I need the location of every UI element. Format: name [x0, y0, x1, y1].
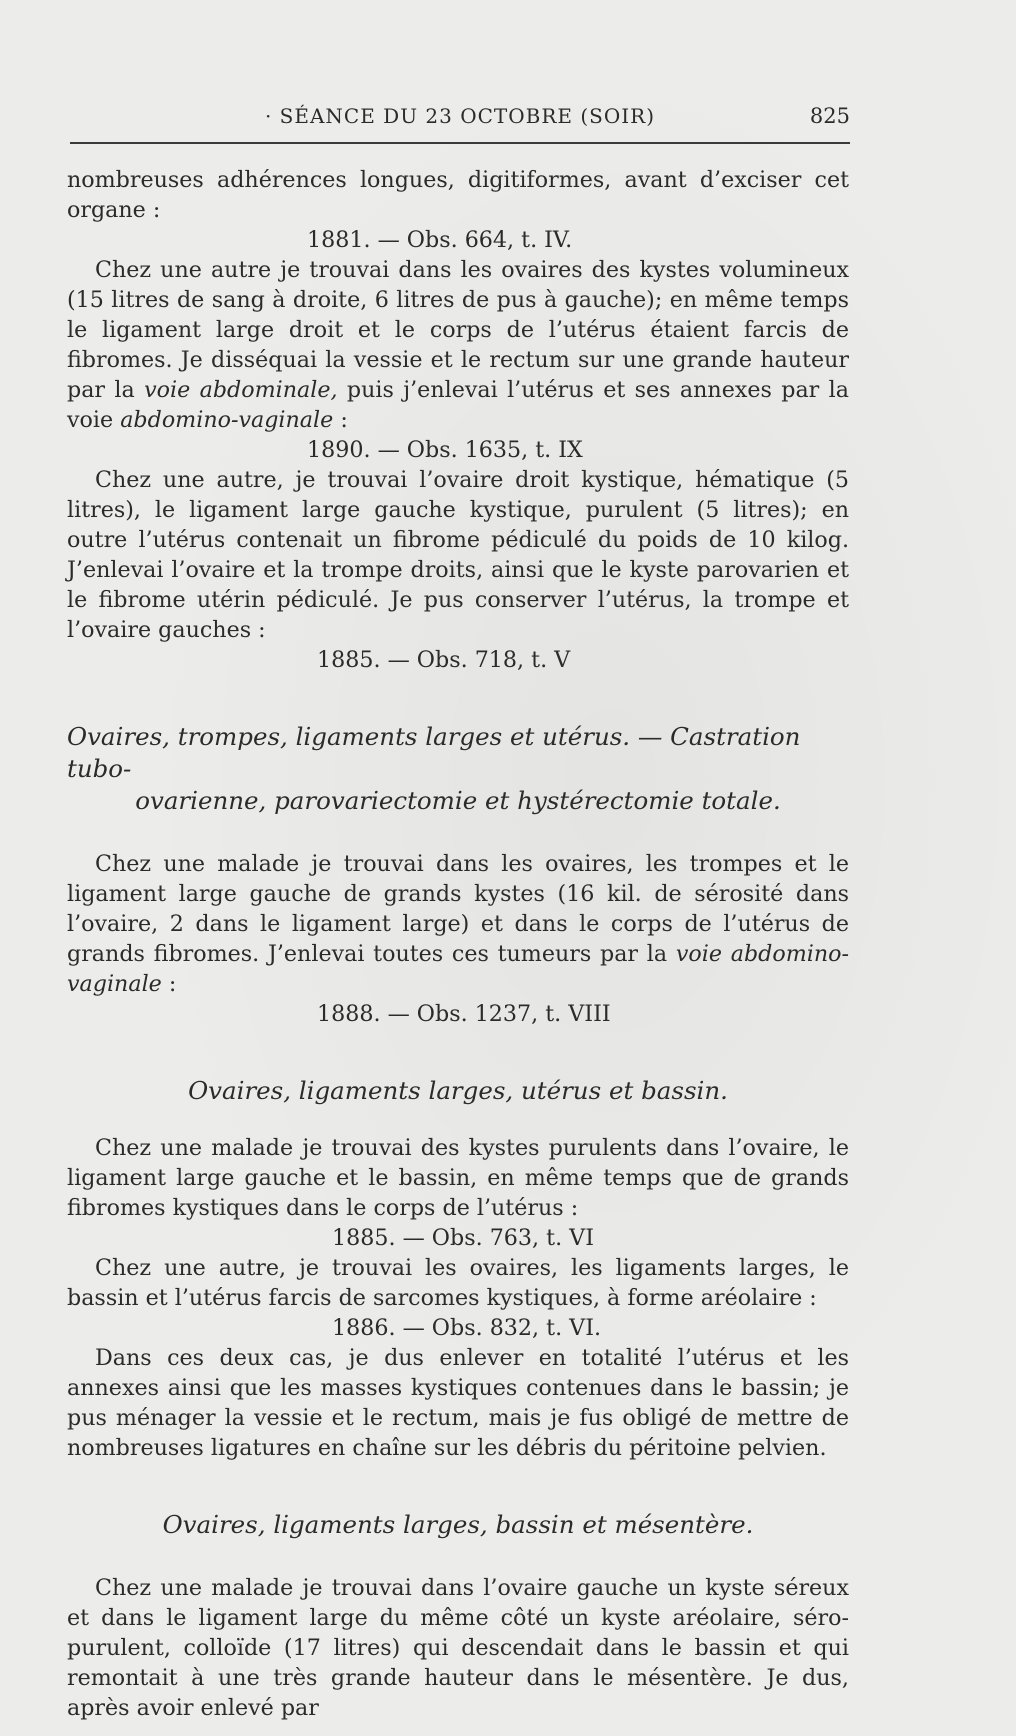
paragraph-7: Dans ces deux cas, je dus enlever en totalité l’utérus et les annexes ainsi que les masses kystiques contenues dans le bassin; je pus ménager la vessie et le rectum, mais je fus obligé de mettre de nombreuses ligatures en chaîne sur les débris du péritoine pelvien. [67, 1345, 849, 1461]
running-head: · SÉANCE DU 23 OCTOBRE (SOIR) [264, 104, 656, 128]
paragraph-4: Chez une malade je trouvai dans les ovaires, les trompes et le ligament large gauche de grands kystes (16 kil. de sérosité dans l’ovaire, 2 dans le ligament large) et dans le corps de l’utérus de grands fibromes. J’enlevai toutes ces tumeurs par la voie abdomino-vaginale : [67, 851, 849, 997]
observation-ref-4: 1888. — Obs. 1237, t. VIII [317, 1001, 611, 1027]
observation-ref-3: 1885. — Obs. 718, t. V [317, 647, 571, 673]
paragraph-6: Chez une autre, je trouvai les ovaires, les ligaments larges, le bassin et l’utérus farcis de sarcomes kystiques, à forme aréolaire : [67, 1255, 849, 1311]
section-heading-2: Ovaires, ligaments larges, utérus et bassin. [188, 1076, 728, 1105]
page-number: 825 [809, 104, 850, 128]
observation-ref-6: 1886. — Obs. 832, t. VI. [332, 1315, 602, 1341]
paragraph-3: Chez une autre, je trouvai l’ovaire droit kystique, hématique (5 litres), le ligament large gauche kystique, purulent (5 litres); en outre l’utérus contenait un fibrome pédiculé du poids de 10 kilog. J’enlevai l’ovaire et la trompe droits, ainsi que le kyste parovarien et le fibrome utérin pédiculé. Je pus conserver l’utérus, la trompe et l’ovaire gauches : [67, 467, 849, 643]
section-heading-3: Ovaires, ligaments larges, bassin et mésentère. [162, 1510, 754, 1539]
section-heading-1: Ovaires, trompes, ligaments larges et utérus. — Castration tubo- ovarienne, parovariectomie et hystérectomie totale. [67, 722, 801, 815]
page-body [67, 165, 849, 1723]
paragraph-8: Chez une malade je trouvai dans l’ovaire gauche un kyste séreux et dans le ligament large du même côté un kyste aréolaire, séro-purulent, colloïde (17 litres) qui descendait dans le bassin et qui remontait à une très grande hauteur dans le mésentère. Je dus, après avoir enlevé par [67, 1575, 849, 1721]
observation-ref-5: 1885. — Obs. 763, t. VI [332, 1225, 594, 1251]
header-rule [70, 142, 850, 144]
paragraph-5: Chez une malade je trouvai des kystes purulents dans l’ovaire, le ligament large gauche et le bassin, en même temps que de grands fibromes kystiques dans le corps de l’utérus : [67, 1135, 849, 1221]
observation-ref-1: 1881. — Obs. 664, t. IV. [307, 227, 573, 253]
paragraph-1: nombreuses adhérences longues, digitiformes, avant d’exciser cet organe : [67, 167, 849, 223]
page-header [70, 100, 850, 134]
observation-ref-2: 1890. — Obs. 1635, t. IX [307, 437, 583, 463]
paragraph-2: Chez une autre je trouvai dans les ovaires des kystes volumineux (15 litres de sang à droite, 6 litres de pus à gauche); en même temps le ligament large droit et le corps de l’utérus étaient farcis de fibromes. Je disséquai la vessie et le rectum sur une grande hauteur par la voie abdominale, puis j’enlevai l’utérus et ses annexes par la voie abdomino-vaginale : [67, 257, 849, 433]
